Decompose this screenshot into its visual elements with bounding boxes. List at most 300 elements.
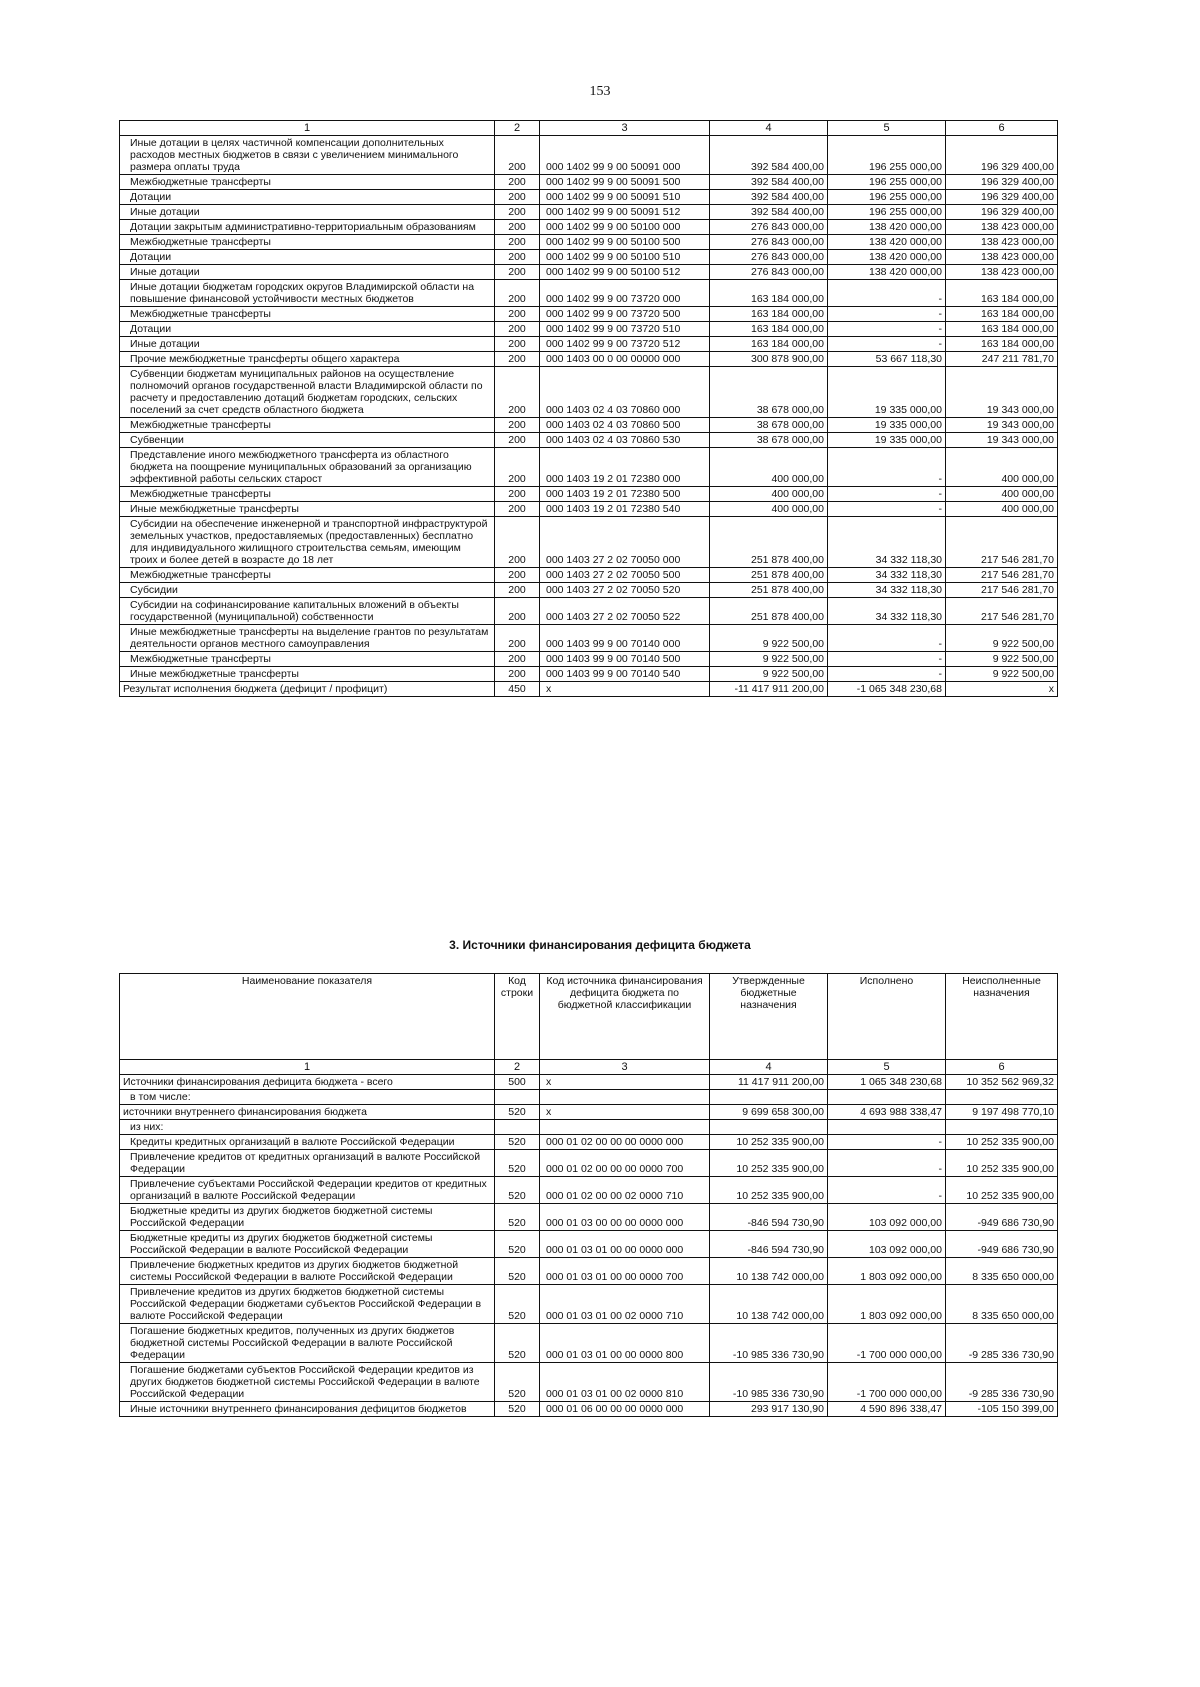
row-name: Бюджетные кредиты из других бюджетов бюджетной системы Российской Федерации в валюте Российской Федерации [120,1231,495,1258]
unexecuted-amount: 19 343 000,00 [946,418,1058,433]
unexecuted-amount: 10 252 335 900,00 [946,1177,1058,1204]
approved-amount: 163 184 000,00 [710,307,828,322]
table-row [120,667,1058,682]
approved-amount: 251 878 400,00 [710,568,828,583]
row-code: 200 [495,307,540,322]
row-code: 200 [495,205,540,220]
executed-amount: 34 332 118,30 [828,568,946,583]
table-row [120,1150,1058,1177]
classification-code: 000 1403 99 9 00 70140 000 [540,625,710,652]
table-row [120,322,1058,337]
row-name: Иные источники внутреннего финансирования дефицитов бюджетов [120,1402,495,1417]
approved-amount: 400 000,00 [710,502,828,517]
executed-amount: 138 420 000,00 [828,250,946,265]
unexecuted-amount: 163 184 000,00 [946,322,1058,337]
classification-code [540,1090,710,1105]
classification-code: 000 1403 19 2 01 72380 000 [540,448,710,487]
table-row [120,583,1058,598]
classification-code: 000 1402 99 9 00 50091 000 [540,136,710,175]
unexecuted-amount: 9 922 500,00 [946,625,1058,652]
unexecuted-amount: -949 686 730,90 [946,1231,1058,1258]
column-number: 4 [710,121,828,136]
approved-amount: 392 584 400,00 [710,205,828,220]
row-name: Иные дотации [120,205,495,220]
page-number: 153 [589,84,611,99]
row-name: Межбюджетные трансферты [120,418,495,433]
row-name: Бюджетные кредиты из других бюджетов бюджетной системы Российской Федерации [120,1204,495,1231]
table-row [120,1120,1058,1135]
row-name: Прочие межбюджетные трансферты общего характера [120,352,495,367]
unexecuted-amount: 138 423 000,00 [946,265,1058,280]
column-number-row [120,121,1058,136]
column-number: 2 [495,121,540,136]
row-code: 200 [495,220,540,235]
unexecuted-amount: 138 423 000,00 [946,235,1058,250]
classification-code: x [540,1105,710,1120]
unexecuted-amount: 9 922 500,00 [946,652,1058,667]
unexecuted-amount: 163 184 000,00 [946,307,1058,322]
classification-code: 000 1403 27 2 02 70050 500 [540,568,710,583]
unexecuted-amount: 217 546 281,70 [946,568,1058,583]
row-code: 520 [495,1135,540,1150]
column-header: Неисполненные назначения [946,974,1058,1060]
classification-code: 000 01 03 00 00 00 0000 000 [540,1204,710,1231]
classification-code: 000 1403 99 9 00 70140 500 [540,652,710,667]
executed-amount: 34 332 118,30 [828,517,946,568]
column-number: 3 [540,121,710,136]
unexecuted-amount: 196 329 400,00 [946,136,1058,175]
table-row [120,652,1058,667]
row-code: 200 [495,568,540,583]
row-code: 520 [495,1231,540,1258]
column-number: 3 [540,1060,710,1075]
section-title: 3. Источники финансирования дефицита бюджета [449,938,751,952]
column-number-row [120,1060,1058,1075]
row-code: 520 [495,1258,540,1285]
unexecuted-amount: 400 000,00 [946,448,1058,487]
row-code: 200 [495,583,540,598]
row-code: 200 [495,598,540,625]
table-row [120,682,1058,697]
approved-amount: 11 417 911 200,00 [710,1075,828,1090]
column-number: 4 [710,1060,828,1075]
row-code: 200 [495,433,540,448]
column-header: Код источника финансирования дефицита бюджета по бюджетной классификации [540,974,710,1060]
approved-amount: -846 594 730,90 [710,1231,828,1258]
row-code: 200 [495,322,540,337]
row-code: 520 [495,1363,540,1402]
row-code: 200 [495,136,540,175]
approved-amount: 38 678 000,00 [710,367,828,418]
executed-amount: 196 255 000,00 [828,175,946,190]
table-row [120,175,1058,190]
table-row [120,487,1058,502]
column-number: 5 [828,121,946,136]
approved-amount: 38 678 000,00 [710,418,828,433]
classification-code: x [540,682,710,697]
approved-amount: 400 000,00 [710,487,828,502]
executed-amount: - [828,1177,946,1204]
unexecuted-amount: 163 184 000,00 [946,280,1058,307]
row-name: Привлечение кредитов от кредитных организаций в валюте Российской Федерации [120,1150,495,1177]
row-code: 200 [495,667,540,682]
executed-amount: 103 092 000,00 [828,1204,946,1231]
row-code: 200 [495,190,540,205]
classification-code: 000 1403 19 2 01 72380 540 [540,502,710,517]
approved-amount: 9 922 500,00 [710,625,828,652]
unexecuted-amount: 217 546 281,70 [946,583,1058,598]
executed-amount: 19 335 000,00 [828,433,946,448]
classification-code: 000 01 03 01 00 02 0000 810 [540,1363,710,1402]
unexecuted-amount: -105 150 399,00 [946,1402,1058,1417]
unexecuted-amount: 19 343 000,00 [946,367,1058,418]
approved-amount: 276 843 000,00 [710,250,828,265]
row-code: 200 [495,352,540,367]
row-name: Межбюджетные трансферты [120,652,495,667]
table-row [120,367,1058,418]
table-row [120,220,1058,235]
row-name: Субсидии на софинансирование капитальных вложений в объекты государственной (муниципальной) собственности [120,598,495,625]
classification-code: 000 1402 99 9 00 50100 512 [540,265,710,280]
table-row [120,250,1058,265]
approved-amount: 276 843 000,00 [710,235,828,250]
row-name: Межбюджетные трансферты [120,568,495,583]
row-name: Погашение бюджетами субъектов Российской Федерации кредитов из других бюджетов бюджетной системы Российской Федерации в валюте Российской Федерации [120,1363,495,1402]
row-code: 520 [495,1402,540,1417]
row-code: 500 [495,1075,540,1090]
table-row [120,337,1058,352]
executed-amount: 19 335 000,00 [828,418,946,433]
row-code: 200 [495,367,540,418]
row-code: 200 [495,517,540,568]
column-number: 6 [946,1060,1058,1075]
approved-amount: 10 138 742 000,00 [710,1258,828,1285]
unexecuted-amount: 196 329 400,00 [946,175,1058,190]
row-name: Субвенции бюджетам муниципальных районов на осуществление полномочий органов государственной власти Владимирской области по расчету и предоставлению дотаций бюджетам городских, сельских поселений за счет средств областного бюджета [120,367,495,418]
classification-code: 000 1403 02 4 03 70860 530 [540,433,710,448]
executed-amount: -1 700 000 000,00 [828,1363,946,1402]
executed-amount: 138 420 000,00 [828,265,946,280]
executed-amount: - [828,307,946,322]
executed-amount: 138 420 000,00 [828,220,946,235]
executed-amount: - [828,280,946,307]
row-code: 200 [495,265,540,280]
row-name: Источники финансирования дефицита бюджета - всего [120,1075,495,1090]
row-code: 450 [495,682,540,697]
approved-amount: 38 678 000,00 [710,433,828,448]
executed-amount: - [828,448,946,487]
table-row [120,1177,1058,1204]
approved-amount: 400 000,00 [710,448,828,487]
approved-amount: 251 878 400,00 [710,598,828,625]
row-name: Межбюджетные трансферты [120,175,495,190]
unexecuted-amount: 10 252 335 900,00 [946,1150,1058,1177]
executed-amount: 196 255 000,00 [828,136,946,175]
column-number: 5 [828,1060,946,1075]
unexecuted-amount: 247 211 781,70 [946,352,1058,367]
approved-amount: 276 843 000,00 [710,265,828,280]
executed-amount: 34 332 118,30 [828,598,946,625]
row-name: Кредиты кредитных организаций в валюте Российской Федерации [120,1135,495,1150]
classification-code: 000 1402 99 9 00 50091 510 [540,190,710,205]
table-row [120,448,1058,487]
row-code: 520 [495,1285,540,1324]
row-name: Иные межбюджетные трансферты [120,667,495,682]
financing-sources-table [119,973,1058,1417]
unexecuted-amount: -9 285 336 730,90 [946,1324,1058,1363]
approved-amount [710,1120,828,1135]
executed-amount: 1 065 348 230,68 [828,1075,946,1090]
executed-amount: 1 803 092 000,00 [828,1258,946,1285]
approved-amount: 10 138 742 000,00 [710,1285,828,1324]
approved-amount: 163 184 000,00 [710,322,828,337]
classification-code: 000 1402 99 9 00 50100 500 [540,235,710,250]
row-code [495,1120,540,1135]
unexecuted-amount: 8 335 650 000,00 [946,1285,1058,1324]
approved-amount: 9 922 500,00 [710,652,828,667]
classification-code: 000 01 03 01 00 00 0000 000 [540,1231,710,1258]
executed-amount: 103 092 000,00 [828,1231,946,1258]
row-name: Межбюджетные трансферты [120,307,495,322]
approved-amount: 293 917 130,90 [710,1402,828,1417]
executed-amount: 196 255 000,00 [828,190,946,205]
table-row [120,265,1058,280]
table-row [120,517,1058,568]
executed-amount: 34 332 118,30 [828,583,946,598]
table-row [120,136,1058,175]
table-row [120,598,1058,625]
executed-amount: 4 590 896 338,47 [828,1402,946,1417]
row-code: 200 [495,448,540,487]
row-name: Межбюджетные трансферты [120,487,495,502]
row-code [495,1090,540,1105]
executed-amount: - [828,1150,946,1177]
row-name: Иные дотации бюджетам городских округов Владимирской области на повышение финансовой устойчивости местных бюджетов [120,280,495,307]
unexecuted-amount: 10 252 335 900,00 [946,1135,1058,1150]
unexecuted-amount: 10 352 562 969,32 [946,1075,1058,1090]
approved-amount: 10 252 335 900,00 [710,1177,828,1204]
executed-amount [828,1120,946,1135]
classification-code: 000 1403 27 2 02 70050 522 [540,598,710,625]
table-row [120,1135,1058,1150]
executed-amount: 19 335 000,00 [828,367,946,418]
row-name: Результат исполнения бюджета (дефицит / профицит) [120,682,495,697]
row-code: 200 [495,235,540,250]
table-row [120,280,1058,307]
classification-code: 000 1402 99 9 00 50091 500 [540,175,710,190]
executed-amount: 196 255 000,00 [828,205,946,220]
unexecuted-amount: 19 343 000,00 [946,433,1058,448]
unexecuted-amount: 400 000,00 [946,502,1058,517]
table-row [120,433,1058,448]
column-header: Наименование показателя [120,974,495,1060]
row-code: 200 [495,625,540,652]
approved-amount: 163 184 000,00 [710,337,828,352]
classification-code: 000 01 06 00 00 00 0000 000 [540,1402,710,1417]
row-name: из них: [120,1120,495,1135]
table-row [120,1324,1058,1363]
approved-amount: 300 878 900,00 [710,352,828,367]
table-row [120,1402,1058,1417]
approved-amount: 9 922 500,00 [710,667,828,682]
row-code: 200 [495,502,540,517]
unexecuted-amount: 163 184 000,00 [946,337,1058,352]
table-row [120,1285,1058,1324]
classification-code: 000 1403 19 2 01 72380 500 [540,487,710,502]
classification-code: 000 1403 02 4 03 70860 000 [540,367,710,418]
executed-amount: - [828,337,946,352]
approved-amount: 392 584 400,00 [710,136,828,175]
classification-code: 000 01 02 00 00 02 0000 710 [540,1177,710,1204]
unexecuted-amount: 217 546 281,70 [946,598,1058,625]
executed-amount: -1 700 000 000,00 [828,1324,946,1363]
unexecuted-amount: 9 922 500,00 [946,667,1058,682]
row-code: 520 [495,1105,540,1120]
classification-code [540,1120,710,1135]
row-code: 520 [495,1204,540,1231]
classification-code: 000 1402 99 9 00 73720 000 [540,280,710,307]
executed-amount: - [828,667,946,682]
approved-amount: 392 584 400,00 [710,190,828,205]
table-row [120,235,1058,250]
row-name: Межбюджетные трансферты [120,235,495,250]
table-row [120,1204,1058,1231]
executed-amount: 4 693 988 338,47 [828,1105,946,1120]
classification-code: 000 01 03 01 00 00 0000 700 [540,1258,710,1285]
row-code: 200 [495,175,540,190]
unexecuted-amount: 138 423 000,00 [946,220,1058,235]
row-name: Погашение бюджетных кредитов, полученных из других бюджетов бюджетной системы Российской Федерации в валюте Российской Федерации [120,1324,495,1363]
approved-amount: -10 985 336 730,90 [710,1363,828,1402]
executed-amount [828,1090,946,1105]
executed-amount: - [828,652,946,667]
row-code: 200 [495,250,540,265]
row-name: Иные межбюджетные трансферты на выделение грантов по результатам деятельности органов местного самоуправления [120,625,495,652]
row-code: 520 [495,1324,540,1363]
row-name: Привлечение кредитов из других бюджетов бюджетной системы Российской Федерации бюджетами субъектов Российской Федерации в валюте Российской Федерации [120,1285,495,1324]
approved-amount: 9 699 658 300,00 [710,1105,828,1120]
approved-amount: 392 584 400,00 [710,175,828,190]
row-name: в том числе: [120,1090,495,1105]
row-name: Иные межбюджетные трансферты [120,502,495,517]
table-row [120,190,1058,205]
expenditure-table [119,120,1058,697]
classification-code: x [540,1075,710,1090]
column-number: 6 [946,121,1058,136]
row-code: 520 [495,1150,540,1177]
row-name: Иные дотации в целях частичной компенсации дополнительных расходов местных бюджетов в связи с увеличением минимального размера оплаты труда [120,136,495,175]
classification-code: 000 1403 02 4 03 70860 500 [540,418,710,433]
unexecuted-amount: 400 000,00 [946,487,1058,502]
row-name: Иные дотации [120,265,495,280]
executed-amount: -1 065 348 230,68 [828,682,946,697]
unexecuted-amount: 138 423 000,00 [946,250,1058,265]
row-name: Иные дотации [120,337,495,352]
row-name: Субсидии [120,583,495,598]
unexecuted-amount: -949 686 730,90 [946,1204,1058,1231]
row-name: Субвенции [120,433,495,448]
column-number: 2 [495,1060,540,1075]
classification-code: 000 1402 99 9 00 50100 000 [540,220,710,235]
approved-amount [710,1090,828,1105]
unexecuted-amount [946,1090,1058,1105]
classification-code: 000 01 03 01 00 02 0000 710 [540,1285,710,1324]
classification-code: 000 1403 27 2 02 70050 000 [540,517,710,568]
classification-code: 000 1403 27 2 02 70050 520 [540,583,710,598]
row-name: Привлечение бюджетных кредитов из других бюджетов бюджетной системы Российской Федерации в валюте Российской Федерации [120,1258,495,1285]
executed-amount: - [828,322,946,337]
table-row [120,1363,1058,1402]
unexecuted-amount: -9 285 336 730,90 [946,1363,1058,1402]
table-row [120,625,1058,652]
approved-amount: 163 184 000,00 [710,280,828,307]
row-name: Субсидии на обеспечение инженерной и транспортной инфраструктурой земельных участков, предоставляемых (предоставленных) бесплатно для индивидуального жилищного строительства семьям, имеющим троих и более детей в возрасте до 18 лет [120,517,495,568]
row-name: Дотации закрытым административно-территориальным образованиям [120,220,495,235]
unexecuted-amount [946,1120,1058,1135]
unexecuted-amount: 196 329 400,00 [946,205,1058,220]
approved-amount: 10 252 335 900,00 [710,1150,828,1177]
table-row [120,352,1058,367]
table-row [120,1075,1058,1090]
executed-amount: 53 667 118,30 [828,352,946,367]
table-row [120,502,1058,517]
unexecuted-amount: 8 335 650 000,00 [946,1258,1058,1285]
table-row [120,1231,1058,1258]
table-row [120,205,1058,220]
header-row [120,974,1058,1060]
approved-amount: -10 985 336 730,90 [710,1324,828,1363]
approved-amount: -11 417 911 200,00 [710,682,828,697]
classification-code: 000 1403 99 9 00 70140 540 [540,667,710,682]
table-row [120,307,1058,322]
table-row [120,418,1058,433]
classification-code: 000 01 02 00 00 00 0000 700 [540,1150,710,1177]
table-row [120,1090,1058,1105]
table-row [120,1105,1058,1120]
executed-amount: 1 803 092 000,00 [828,1285,946,1324]
column-header: Исполнено [828,974,946,1060]
column-header: Код строки [495,974,540,1060]
column-number: 1 [120,121,495,136]
row-name: Привлечение субъектами Российской Федерации кредитов от кредитных организаций в валюте Российской Федерации [120,1177,495,1204]
classification-code: 000 1402 99 9 00 50091 512 [540,205,710,220]
classification-code: 000 1402 99 9 00 73720 512 [540,337,710,352]
unexecuted-amount: 196 329 400,00 [946,190,1058,205]
table-row [120,1258,1058,1285]
row-name: Дотации [120,250,495,265]
row-code: 200 [495,652,540,667]
executed-amount: 138 420 000,00 [828,235,946,250]
executed-amount: - [828,1135,946,1150]
executed-amount: - [828,502,946,517]
classification-code: 000 1402 99 9 00 50100 510 [540,250,710,265]
executed-amount: - [828,487,946,502]
row-code: 200 [495,418,540,433]
unexecuted-amount: 9 197 498 770,10 [946,1105,1058,1120]
approved-amount: 10 252 335 900,00 [710,1135,828,1150]
classification-code: 000 1402 99 9 00 73720 500 [540,307,710,322]
classification-code: 000 01 03 01 00 00 0000 800 [540,1324,710,1363]
executed-amount: - [828,625,946,652]
approved-amount: 276 843 000,00 [710,220,828,235]
row-name: Дотации [120,190,495,205]
approved-amount: 251 878 400,00 [710,517,828,568]
unexecuted-amount: 217 546 281,70 [946,517,1058,568]
classification-code: 000 1403 00 0 00 00000 000 [540,352,710,367]
column-number: 1 [120,1060,495,1075]
classification-code: 000 01 02 00 00 00 0000 000 [540,1135,710,1150]
row-name: Представление иного межбюджетного трансферта из областного бюджета на поощрение муниципальных образований за организацию эффективной работы сельских старост [120,448,495,487]
